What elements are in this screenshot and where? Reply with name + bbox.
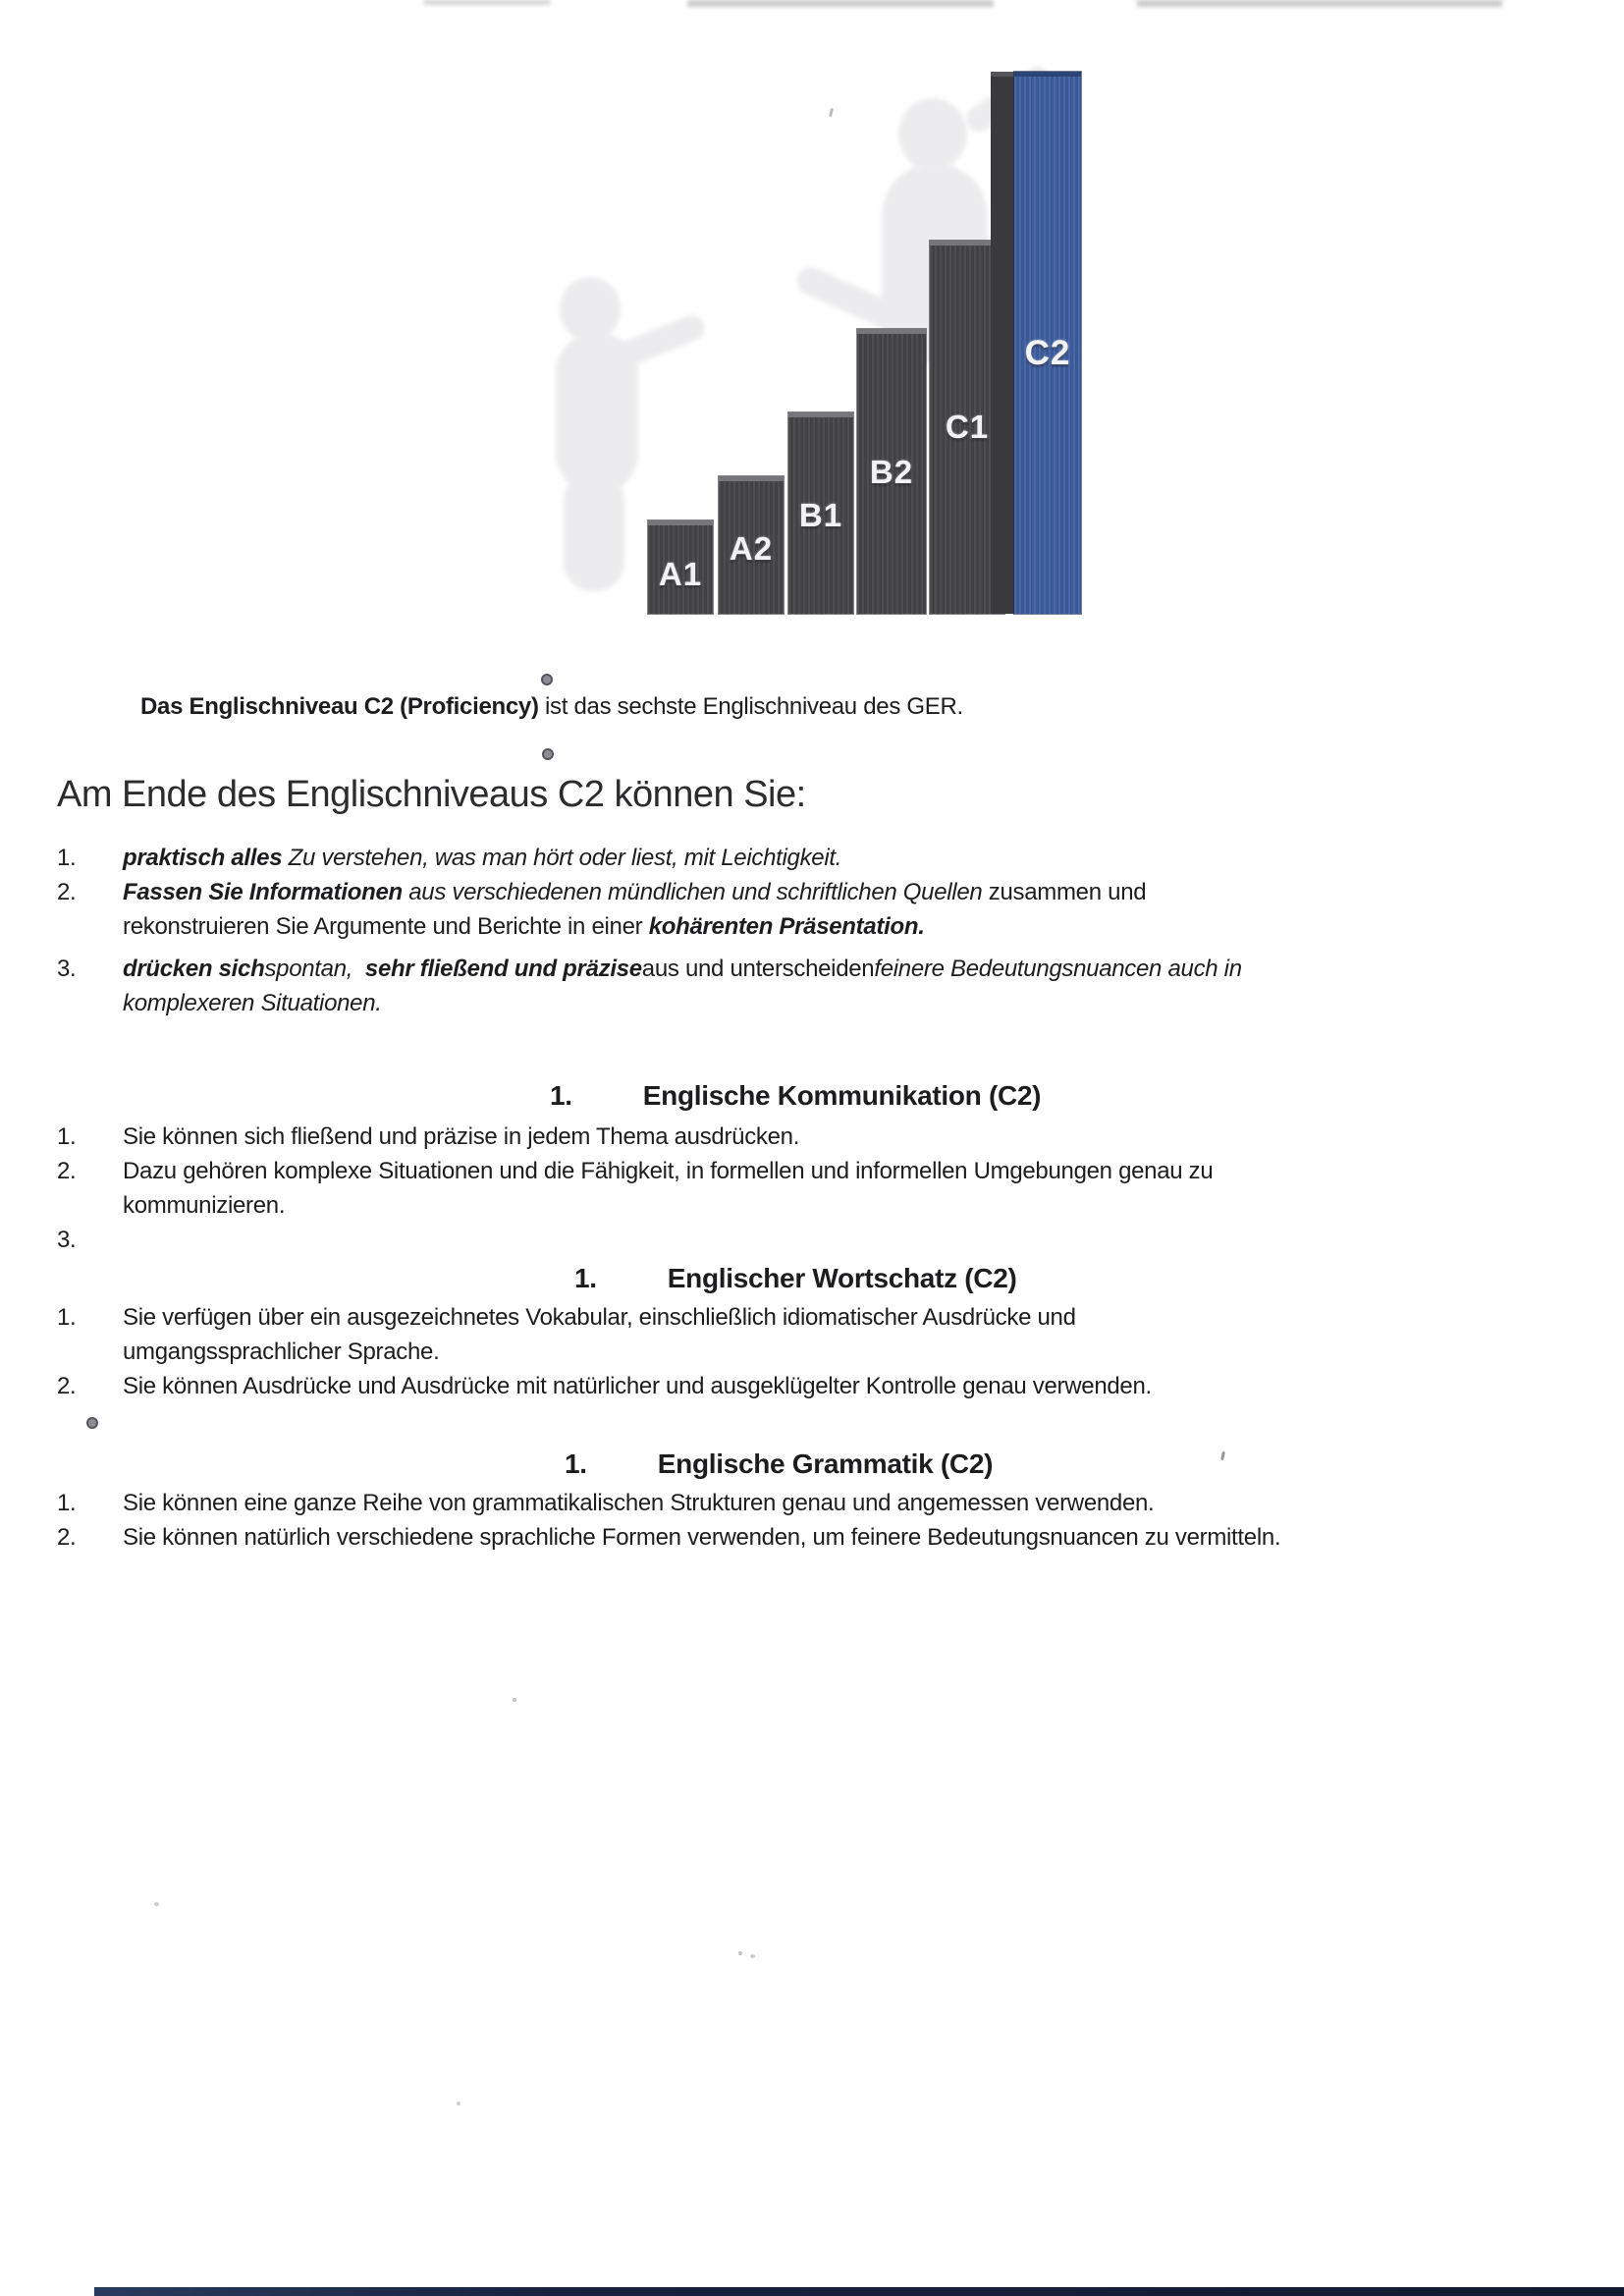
text-segment: praktisch alles: [123, 845, 289, 871]
section-heading-grammatik: [565, 1449, 993, 1480]
section-heading-wortschatz: [574, 1263, 1017, 1294]
section-title: Englischer Wortschatz (C2): [667, 1263, 1017, 1293]
climbing-figure-head: [898, 98, 967, 171]
list-item: [57, 952, 1569, 1020]
caption-regular-text: ist das sechste Englischniveau des GER.: [538, 693, 963, 720]
list-text: [123, 841, 1569, 875]
list-item: [57, 1120, 1569, 1154]
list-number: 1.: [57, 845, 77, 871]
list-text: Sie können eine ganze Reihe von grammatikalischen Strukturen genau und angemessen verwenden.: [123, 1490, 1155, 1516]
list-line: Dazu gehören komplexe Situationen und die Fähigkeit, in formellen und informellen Umgebungen genau zu: [123, 1158, 1214, 1184]
list-line: [123, 952, 1569, 986]
list-text: [123, 1300, 1569, 1369]
text-segment: drücken sich: [123, 956, 265, 982]
list-text: Sie können natürlich verschiedene sprachliche Formen verwenden, um feinere Bedeutungsnuancen zu vermitteln.: [123, 1524, 1281, 1551]
list-line: komplexeren Situationen.: [123, 990, 382, 1016]
text-segment: Fassen Sie Informationen: [123, 879, 409, 905]
bar-label: C2: [1024, 334, 1071, 372]
bar-label: B1: [798, 497, 843, 533]
list-item: [57, 1154, 1569, 1223]
list-text: [123, 952, 1569, 1020]
section-heading-kommunikation: [550, 1080, 1041, 1112]
scan-artifact: [687, 0, 994, 7]
bar-label: A2: [729, 530, 774, 567]
list-item: [57, 875, 1569, 944]
level-bar-b1: [788, 412, 853, 614]
list-number: 1.: [57, 1304, 77, 1331]
grammatik-list: [57, 1486, 1569, 1555]
text-segment: zusammen und: [988, 879, 1147, 905]
bar-label: A1: [658, 556, 703, 592]
list-text: [123, 875, 1569, 944]
scan-artifact-bottom-strip: [94, 2287, 1624, 2296]
scan-artifact: [1220, 1451, 1225, 1460]
list-item: [57, 1369, 1569, 1403]
text-segment: Zu verstehen, was man hört oder liest, mit Leichtigkeit.: [288, 845, 842, 871]
scan-artifact: [154, 1902, 159, 1906]
text-segment: spontan,: [264, 956, 365, 982]
bullet-icon: [542, 748, 554, 760]
section-number: 1.: [574, 1263, 597, 1293]
text-segment: kohärenten Präsentation.: [648, 913, 925, 940]
scan-artifact: [424, 0, 550, 5]
list-line: Sie verfügen über ein ausgezeichnetes Vokabular, einschließlich idiomatischer Ausdrücke und: [123, 1304, 1076, 1331]
list-item: [57, 1223, 1569, 1257]
section-title: Englische Kommunikation (C2): [642, 1080, 1042, 1111]
list-number: 2.: [57, 1524, 77, 1551]
text-segment: aus und unterscheiden: [641, 956, 875, 982]
bullet-icon: [86, 1417, 98, 1429]
cefr-levels-illustration: [412, 37, 1168, 617]
list-number: 1.: [57, 1123, 77, 1150]
section-title: Englische Grammatik (C2): [657, 1449, 994, 1479]
list-text: Sie können Ausdrücke und Ausdrücke mit natürlicher und ausgeklügelter Kontrolle genau verwenden.: [123, 1373, 1152, 1399]
scan-artifact: [1137, 0, 1502, 7]
page-title: Am Ende des Englischniveaus C2 können Sie:: [57, 774, 806, 815]
caption-bold-text: Das Englischniveau C2 (Proficiency): [140, 693, 539, 720]
level-bar-a1: [648, 520, 713, 614]
kommunikation-list: [57, 1120, 1569, 1257]
list-text: [123, 1223, 1569, 1257]
caption: [140, 693, 963, 721]
list-line: umgangssprachlicher Sprache.: [123, 1339, 440, 1365]
scan-artifact: [513, 1698, 516, 1702]
section-number: 1.: [550, 1080, 572, 1111]
list-item: [57, 1520, 1569, 1555]
level-bar-c2-side-face: [991, 72, 1014, 614]
text-segment: rekonstruieren Sie Argumente und Berichte in einer: [123, 913, 649, 940]
list-number: 3.: [57, 1227, 77, 1253]
text-segment: sehr fließend und präzise: [364, 956, 642, 982]
helper-figure-legs: [564, 471, 624, 591]
level-bar-c2: [1014, 72, 1081, 614]
list-item: [57, 1486, 1569, 1520]
overview-list: [57, 841, 1569, 1020]
bar-label: C1: [945, 409, 990, 445]
list-item: [57, 1300, 1569, 1369]
section-number: 1.: [565, 1449, 587, 1479]
list-line: [123, 909, 1569, 944]
list-line: kommunizieren.: [123, 1192, 286, 1219]
bar-label: B2: [869, 454, 914, 490]
list-number: 2.: [57, 1373, 77, 1399]
list-text: [123, 1154, 1569, 1223]
list-line: [123, 875, 1569, 909]
list-text: Sie können sich fließend und präzise in jedem Thema ausdrücken.: [123, 1123, 800, 1150]
list-item: [57, 841, 1569, 875]
scan-artifact: [457, 2102, 460, 2105]
list-number: 2.: [57, 879, 77, 905]
scan-artifact: [750, 1954, 755, 1958]
scan-artifact: [738, 1951, 742, 1955]
bullet-icon: [541, 674, 553, 685]
wortschatz-list: [57, 1300, 1569, 1403]
helper-figure-arm: [613, 311, 709, 370]
list-number: 2.: [57, 1158, 77, 1184]
list-number: 1.: [57, 1490, 77, 1516]
text-segment: aus verschiedenen mündlichen und schriftlichen Quellen: [408, 879, 989, 905]
level-bar-b2: [857, 329, 926, 614]
text-segment: feinere Bedeutungsnuancen auch in: [874, 956, 1242, 982]
level-bar-a2: [719, 476, 784, 614]
list-number: 3.: [57, 956, 77, 982]
